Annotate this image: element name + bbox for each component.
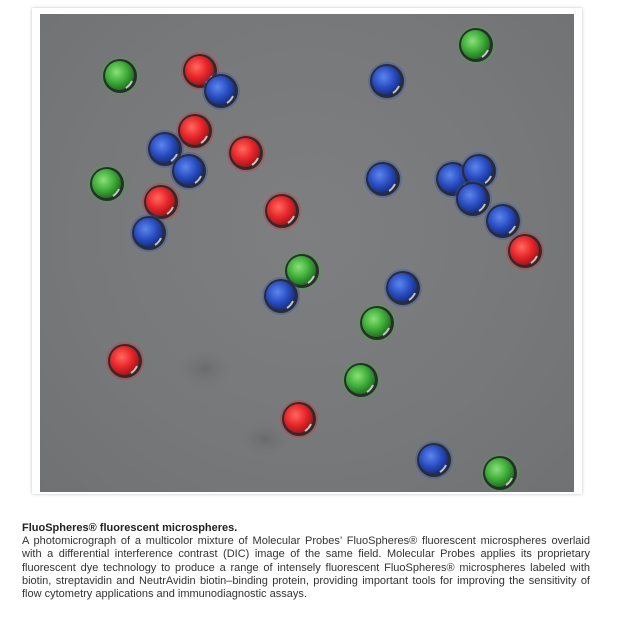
figure-caption: [22, 522, 590, 601]
green-microsphere: [101, 57, 139, 95]
blue-microsphere: [170, 152, 208, 190]
blue-microsphere: [415, 441, 453, 479]
caption-title: FluoSpheres® fluorescent microspheres.: [22, 522, 238, 534]
red-microsphere: [227, 134, 265, 172]
debris-smudge: [177, 349, 233, 389]
red-microsphere: [106, 342, 144, 380]
green-microsphere: [88, 165, 126, 203]
microsphere-field: [40, 14, 574, 492]
blue-microsphere: [368, 62, 406, 100]
micrograph-image: [40, 14, 574, 492]
red-microsphere: [280, 400, 318, 438]
blue-microsphere: [130, 214, 168, 252]
green-microsphere: [342, 361, 380, 399]
blue-microsphere: [202, 72, 240, 110]
green-microsphere: [481, 454, 519, 492]
caption-body: A photomicrograph of a multicolor mixture of Molecular Probes’ FluoSpheres® fluorescent microspheres overlaid with a differential interference contrast (DIC) image of the same field. Molecular Probes applies its proprietary fluorescent dye technology to produce a range of intensely fluorescent FluoSpheres® microspheres labeled with biotin, streptavidin and NeutrAvidin biotin–binding protein, providing important tools for improving the sensitivity of flow cytometry applications and immunodiagnostic assays.: [22, 535, 590, 601]
red-microsphere: [263, 192, 301, 230]
blue-microsphere: [384, 269, 422, 307]
blue-microsphere: [262, 277, 300, 315]
red-microsphere: [506, 232, 544, 270]
green-microsphere: [457, 26, 495, 64]
blue-microsphere: [364, 160, 402, 198]
green-microsphere: [358, 304, 396, 342]
